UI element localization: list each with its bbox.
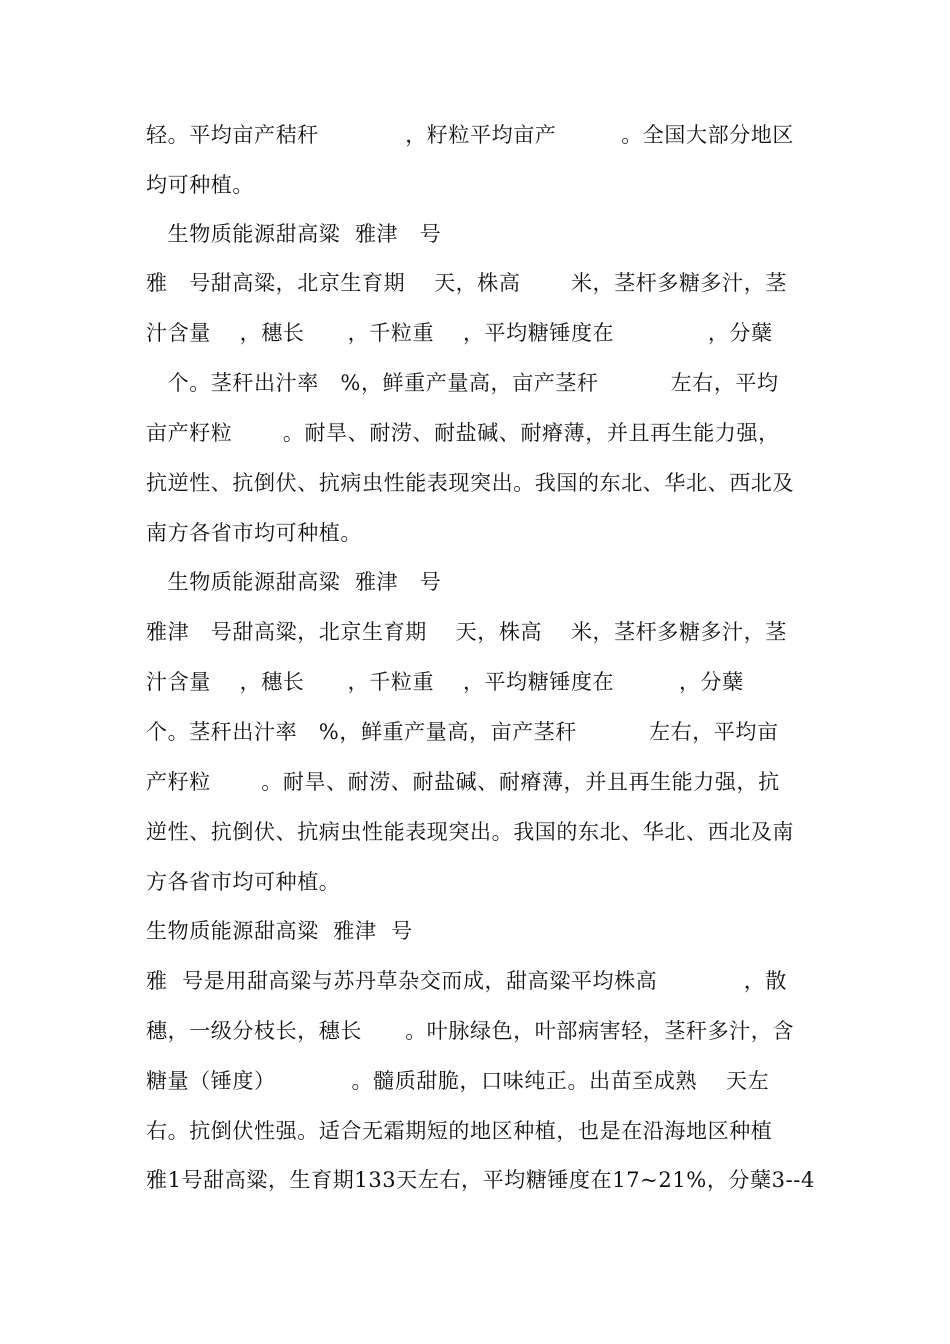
text-line: 亩产籽粒 。耐旱、耐涝、耐盐碱、耐瘠薄，并且再生能力强， — [146, 421, 780, 445]
text-line: 右。抗倒伏性强。适合无霜期短的地区种植，也是在沿海地区种植 — [146, 1119, 773, 1143]
text-line: 糖量（锤度） 。髓质甜脆，口味纯正。出苗至成熟 天左 — [146, 1069, 770, 1093]
text-line: 南方各省市均可种植。 — [146, 521, 362, 545]
text-line: 个。茎秆出汁率 %，鲜重产量高，亩产茎秆 左右，平均 — [146, 371, 779, 395]
text-line: 逆性、抗倒伏、抗病虫性能表现突出。我国的东北、华北、西北及南 — [146, 820, 794, 844]
section-heading: 生物质能源甜高粱 雅津 号 — [146, 919, 413, 943]
text-line: 轻。平均亩产秸秆 ，籽粒平均亩产 。全国大部分地区 — [146, 123, 794, 147]
text-line: 抗逆性、抗倒伏、抗病虫性能表现突出。我国的东北、华北、西北及 — [146, 471, 794, 495]
text-line: 均可种植。 — [146, 173, 254, 197]
section-heading: 生物质能源甜高粱 雅津 号 — [146, 222, 442, 246]
text-line: 汁含量 ，穗长 ，千粒重 ，平均糖锤度在 ，分蘖 — [146, 670, 744, 694]
text-line: 雅1号甜高粱，生育期133天左右，平均糖锤度在17~21%，分蘖3--4 — [146, 1168, 815, 1192]
text-line: 产籽粒 。耐旱、耐涝、耐盐碱、耐瘠薄，并且再生能力强，抗 — [146, 770, 780, 794]
text-line: 雅 号是用甜高粱与苏丹草杂交而成，甜高粱平均株高 ，散 — [146, 969, 787, 993]
text-line: 雅 号甜高粱，北京生育期 天，株高 米，茎杆多糖多汁，茎 — [146, 271, 787, 295]
text-line: 方各省市均可种植。 — [146, 870, 341, 894]
text-line: 雅津 号甜高粱，北京生育期 天，株高 米，茎杆多糖多汁，茎 — [146, 620, 787, 644]
text-line: 穗，一级分枝长，穗长 。叶脉绿色，叶部病害轻，茎秆多汁，含 — [146, 1019, 794, 1043]
text-line: 个。茎秆出汁率 %，鲜重产量高，亩产茎秆 左右，平均亩 — [146, 720, 779, 744]
section-heading: 生物质能源甜高粱 雅津 号 — [146, 570, 442, 594]
text-line: 汁含量 ，穗长 ，千粒重 ，平均糖锤度在 ，分蘖 — [146, 321, 773, 345]
